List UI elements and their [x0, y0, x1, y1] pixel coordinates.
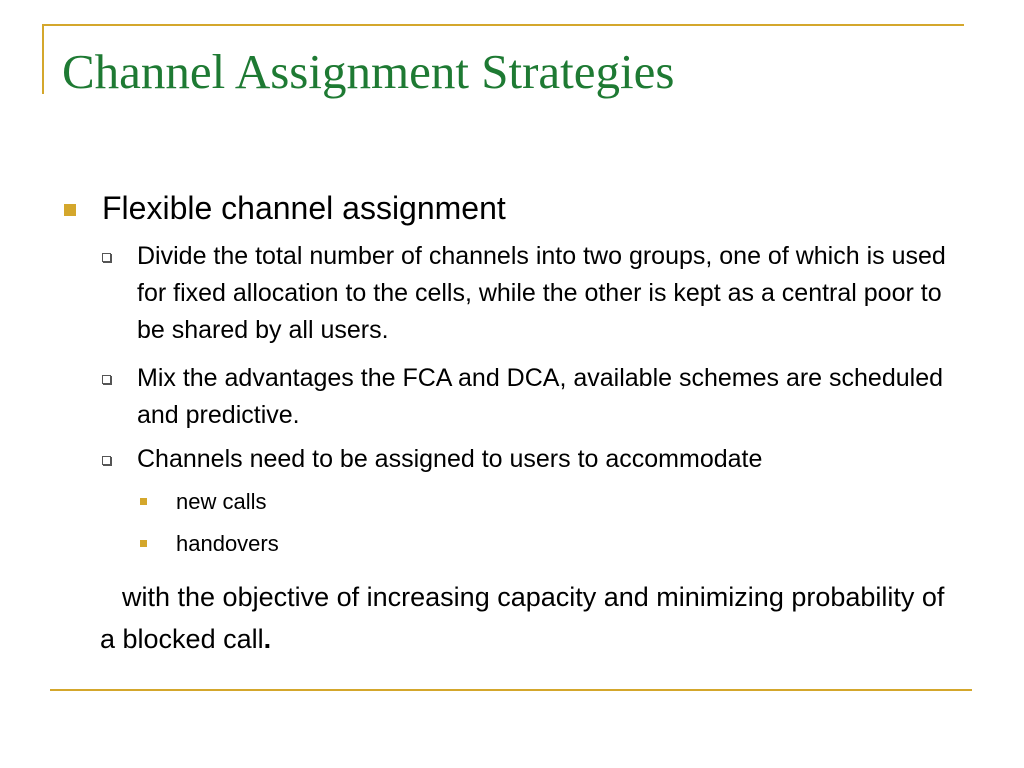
trailing-period: .	[263, 624, 272, 654]
small-square-bullet-icon	[140, 540, 147, 547]
sub-bullet-channels-assigned: Channels need to be assigned to users to accommodate	[137, 445, 763, 473]
frame-left-line	[42, 24, 44, 94]
sub-sub-bullet-handovers: handovers	[176, 531, 279, 556]
sub-bullet-divide-channels: Divide the total number of channels into two groups, one of which is used for fixed allocation to the cells, while the other is kept as a central poor to be shared by all users.	[137, 242, 946, 344]
frame-top-line	[42, 24, 964, 26]
small-square-bullet-icon	[140, 498, 147, 505]
hollow-square-bullet-icon	[102, 253, 111, 262]
sub-sub-bullet-new-calls: new calls	[176, 489, 267, 514]
slide-title: Channel Assignment Strategies	[62, 44, 675, 99]
bullet-flexible-channel-assignment: Flexible channel assignment	[102, 190, 506, 226]
square-bullet-icon	[64, 204, 76, 216]
hollow-square-bullet-icon	[102, 375, 111, 384]
frame-bottom-line	[50, 689, 972, 691]
trailing-text: with the objective of increasing capacity and minimizing probability of a blocked call	[100, 582, 945, 654]
trailing-paragraph	[100, 576, 960, 660]
hollow-square-bullet-icon	[102, 456, 111, 465]
sub-bullet-mix-advantages: Mix the advantages the FCA and DCA, available schemes are scheduled and predictive.	[137, 364, 944, 429]
